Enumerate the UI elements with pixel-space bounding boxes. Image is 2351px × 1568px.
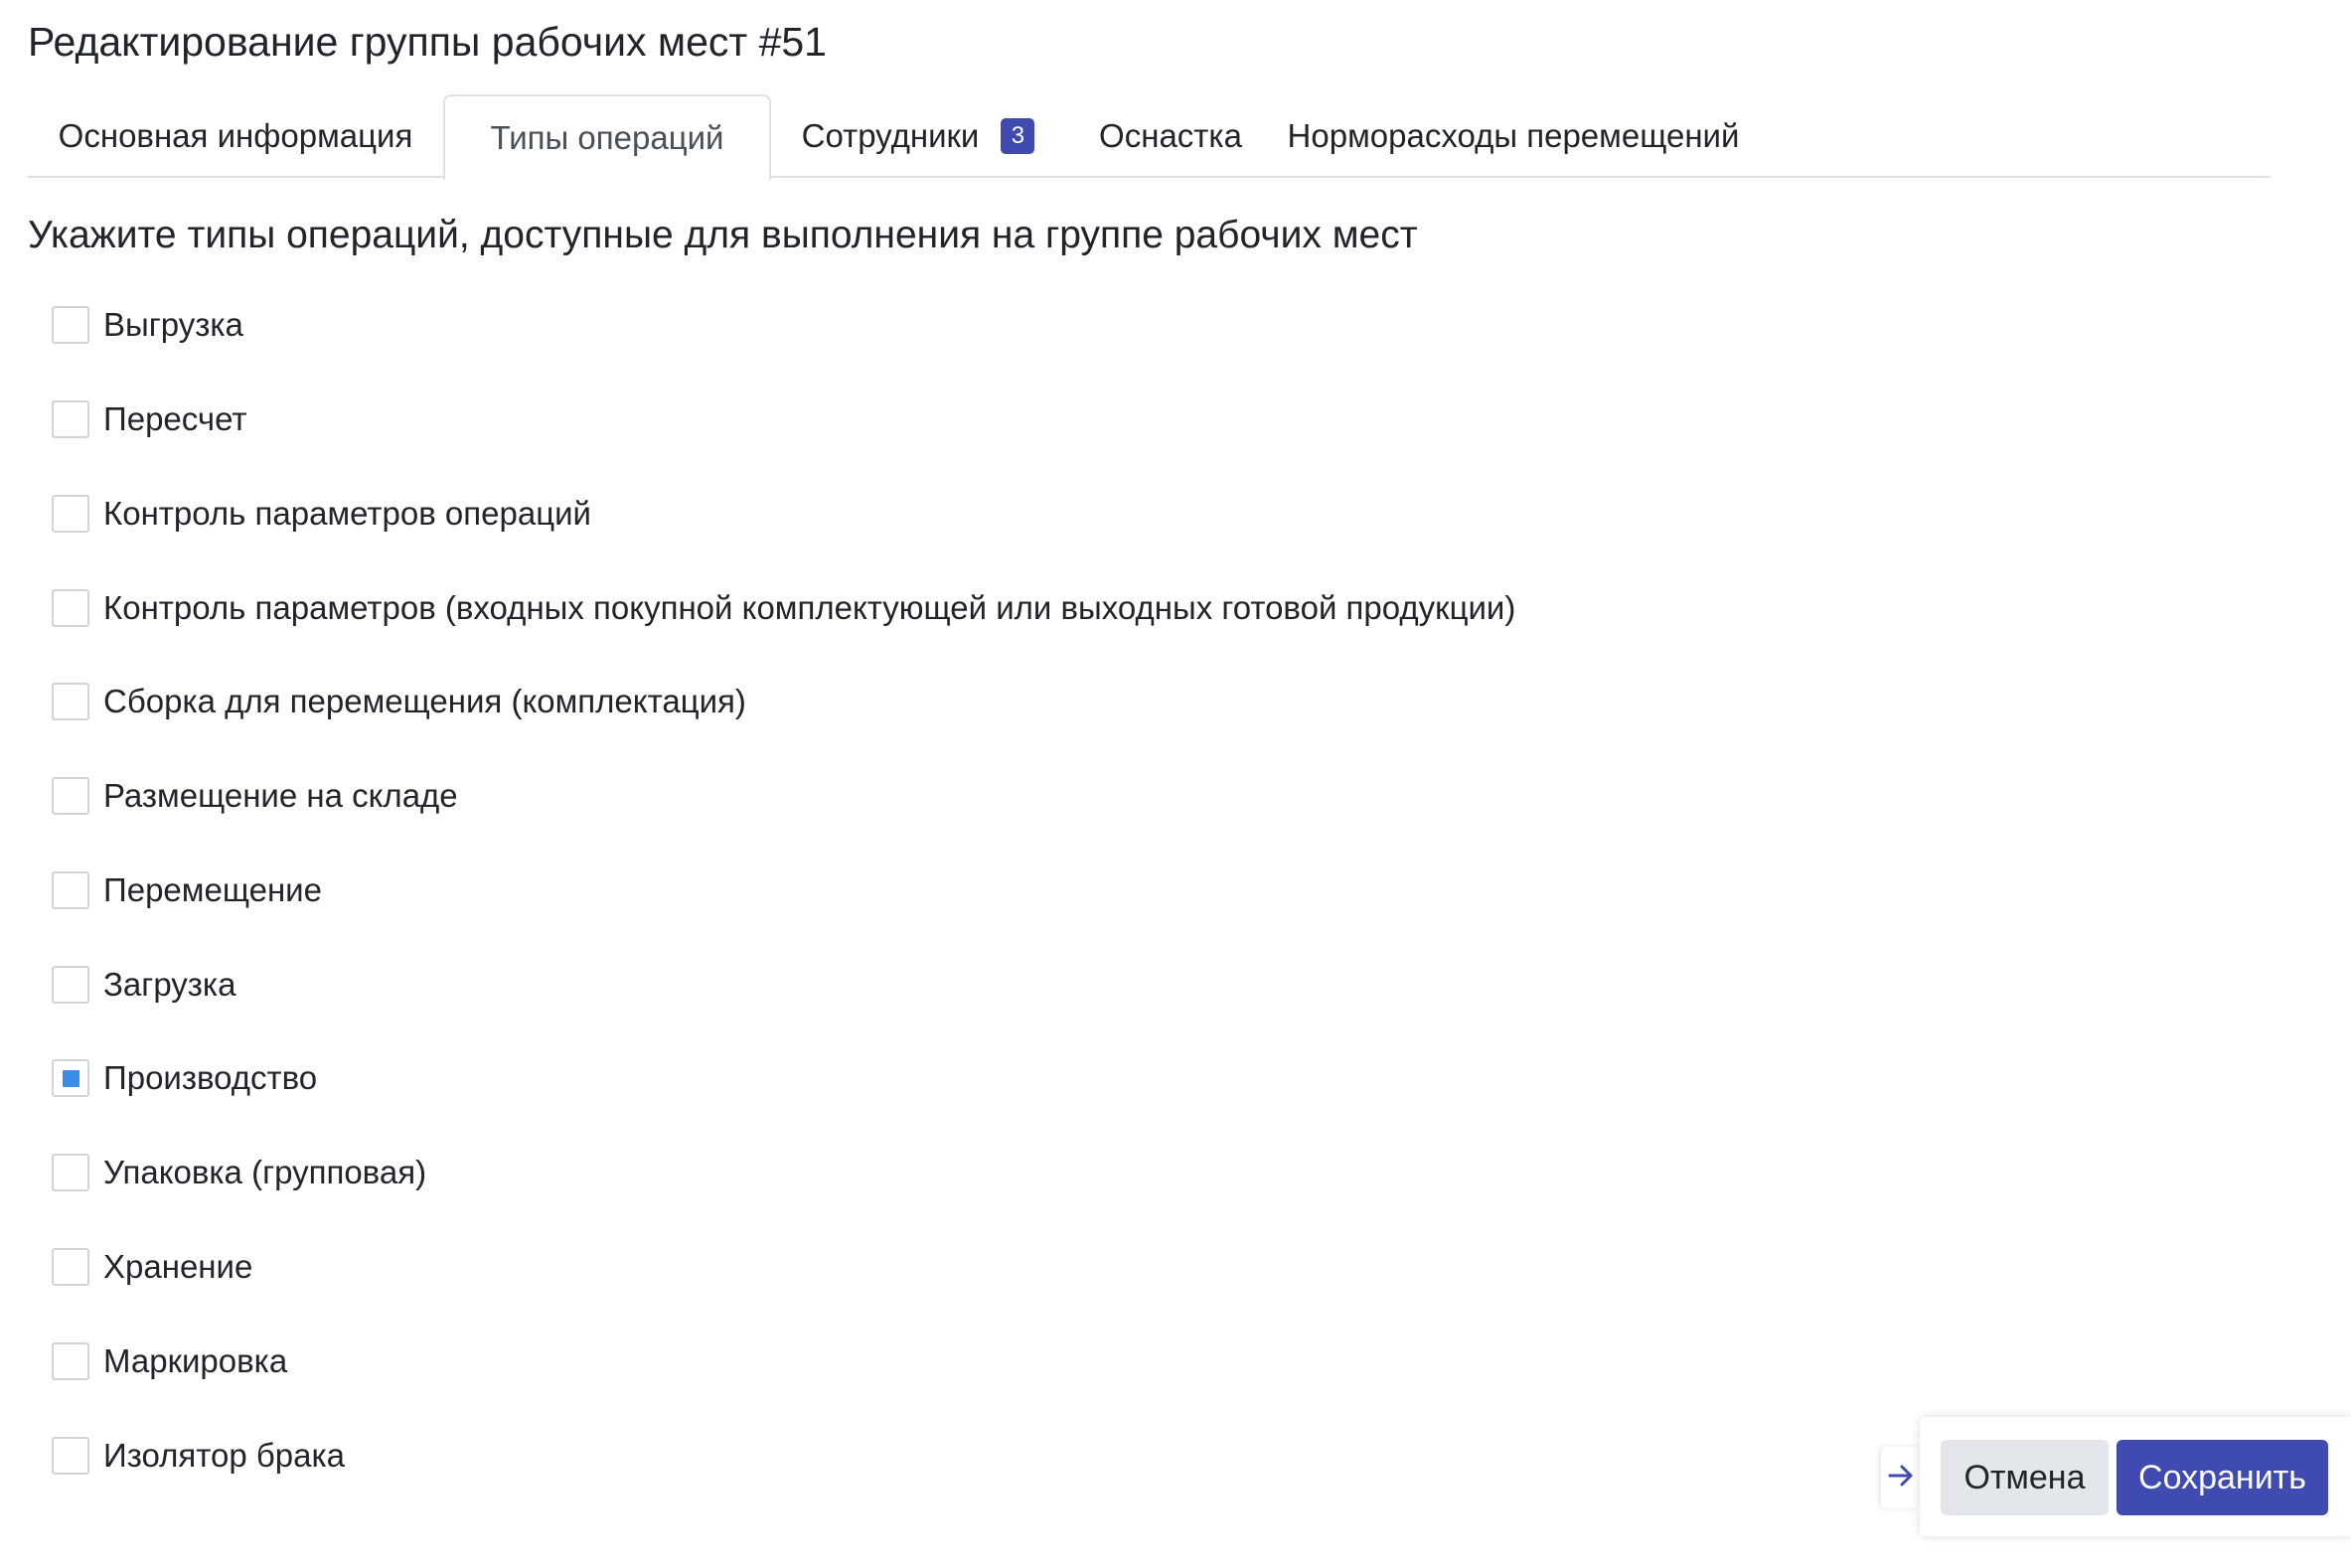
operation-checkbox[interactable] [52,589,89,627]
tab-label: Типы операций [490,119,724,156]
operation-checkbox[interactable] [52,1437,89,1475]
arrow-right-icon [1886,1461,1916,1495]
save-button[interactable]: Сохранить [2116,1440,2328,1515]
employees-count-badge: 3 [1001,118,1034,154]
operation-item-recount[interactable] [52,398,246,440]
operation-item-defect-isolator[interactable] [52,1435,345,1477]
operation-checkbox[interactable] [52,306,89,344]
operation-item-marking[interactable] [52,1340,287,1382]
operation-label: Маркировка [103,1342,288,1379]
operation-item-loading[interactable] [52,964,235,1006]
operation-item-warehouse-placement[interactable] [52,775,458,817]
operation-label: Контроль параметров (входных покупной комплектующей или выходных готовой продукции) [103,589,1516,626]
operation-item-storage[interactable] [52,1246,252,1288]
tab-movement-norms[interactable] [1276,94,1751,178]
operation-label: Выгрузка [103,306,243,343]
operation-checkbox[interactable] [52,871,89,909]
tab-employees[interactable] [771,94,1065,178]
operation-label: Изолятор брака [103,1437,345,1474]
tab-label: Оснастка [1099,117,1242,154]
tab-label: Сотрудники [801,117,980,154]
operation-label: Упаковка (групповая) [103,1154,427,1190]
operation-checkbox[interactable] [52,495,89,533]
tab-bar [28,94,2271,178]
operation-checkbox[interactable] [52,1059,89,1097]
operation-checkbox[interactable] [52,1248,89,1286]
operation-item-group-packing[interactable] [52,1152,426,1193]
operation-label: Хранение [103,1248,253,1285]
tab-label: Норморасходы перемещений [1287,117,1740,154]
operation-item-production[interactable] [52,1057,317,1099]
page-title: Редактирование группы рабочих мест #51 [28,19,827,65]
operation-checkbox[interactable] [52,400,89,438]
form-action-bar [1920,1417,2351,1536]
tab-tooling[interactable] [1065,94,1276,178]
operation-checkbox[interactable] [52,683,89,720]
operation-item-picking[interactable] [52,681,746,722]
operation-label: Пересчет [103,400,247,437]
operation-checkbox[interactable] [52,1154,89,1191]
operation-item-operation-params-control[interactable] [52,493,591,535]
operation-checkbox[interactable] [52,777,89,815]
operation-item-unloading[interactable] [52,304,243,346]
operation-label: Производство [103,1059,318,1096]
operation-item-params-control-io[interactable] [52,587,1515,629]
operation-label: Размещение на складе [103,777,458,814]
tab-main-info[interactable] [28,94,443,178]
operation-checkbox[interactable] [52,966,89,1004]
operation-label: Контроль параметров операций [103,495,591,532]
tab-label: Основная информация [58,117,413,154]
operation-label: Перемещение [103,871,322,908]
operation-label: Сборка для перемещения (комплектация) [103,683,746,719]
action-bar-toggle[interactable] [1881,1447,1921,1508]
operation-checkbox[interactable] [52,1342,89,1380]
section-heading: Укажите типы операций, доступные для выполнения на группе рабочих мест [28,214,1418,256]
operation-label: Загрузка [103,966,236,1003]
tab-operation-types[interactable] [443,94,771,180]
operation-item-movement[interactable] [52,869,322,911]
cancel-button[interactable]: Отмена [1941,1440,2109,1515]
